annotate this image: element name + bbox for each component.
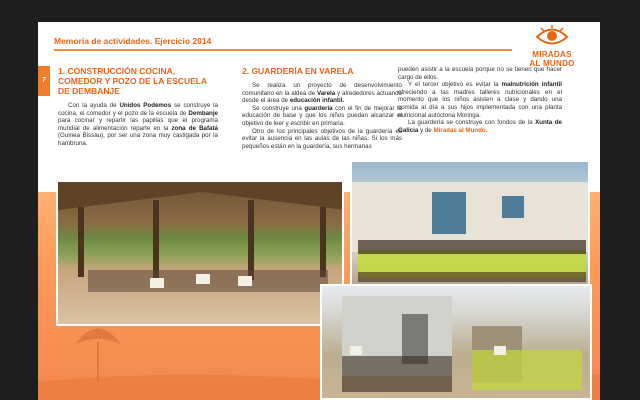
page-header-title: Memoria de actividades. Ejercicio 2014 <box>54 36 212 46</box>
logo-line-1: MIRADAS <box>532 50 572 59</box>
miradas-al-mundo-logo <box>516 24 588 72</box>
logo-line-2: AL MUNDO <box>529 59 575 68</box>
guarderia-continuation: pueden asistir a la escuela porque no se tienen que hacer cargo de ellos. <box>398 66 562 81</box>
section-guarderia-continued <box>398 66 562 134</box>
section-heading-guarderia: 2. GUARDERÍA EN VARELA <box>242 66 354 76</box>
section-construction <box>58 66 218 148</box>
page-number-tab: 7 <box>38 66 50 96</box>
photo-varela-group <box>350 160 590 302</box>
brochure-page <box>38 22 600 400</box>
construction-paragraph: Con la ayuda de Unidos Podemos se construye la cocina, el comedor y el pozo de la escuela de Dembanje para cocinar y repartir las papillas que el programa mundial de alimentación reparte en la zona de Bafatá (Guinea Bissau), por ser una zona muy castigada por la hambruna. <box>58 102 218 147</box>
section-guarderia <box>242 66 402 150</box>
guarderia-paragraph-2: Se construye una guardería con el fin de mejorar la educación de base y que los niños puedan alcanzar el objetivo de leer y escribir en primaria. <box>242 104 402 127</box>
eye-icon <box>535 24 569 50</box>
photo-dembanje-shelter <box>56 180 344 326</box>
guarderia-paragraph-4: Y el tercer objetivo es evitar la malnutrición infantil ofreciendo a las madres talleres nutricionales en el momento que los niños asisten a clase y dando una comida al día a sus hijos implementada con una planta nutricional autóctona Moringa. <box>398 81 562 119</box>
guarderia-paragraph-5: La guardería se construye con fondos de la Xunta de Galicia y de Miradas al Mundo. <box>398 119 562 134</box>
section-heading-construction: 1. CONSTRUCCIÓN COCINA, COMEDOR Y POZO DE LA ESCUELA DE DEMBANJE <box>58 66 207 96</box>
guarderia-paragraph-3: Otro de los principales objetivos de la guardería es evitar la ausencia en las aulas de las niñas. Si los más pequeños están en la guardería, sus hermanas <box>242 127 402 150</box>
header-divider <box>54 49 512 51</box>
guarderia-paragraph-1: Se realiza un proyecto de desenvolvimiento comunitario en la aldea de Varela y alrededores actuando desde el área de educación infantil. <box>242 82 402 105</box>
photo-children-building <box>320 284 592 400</box>
